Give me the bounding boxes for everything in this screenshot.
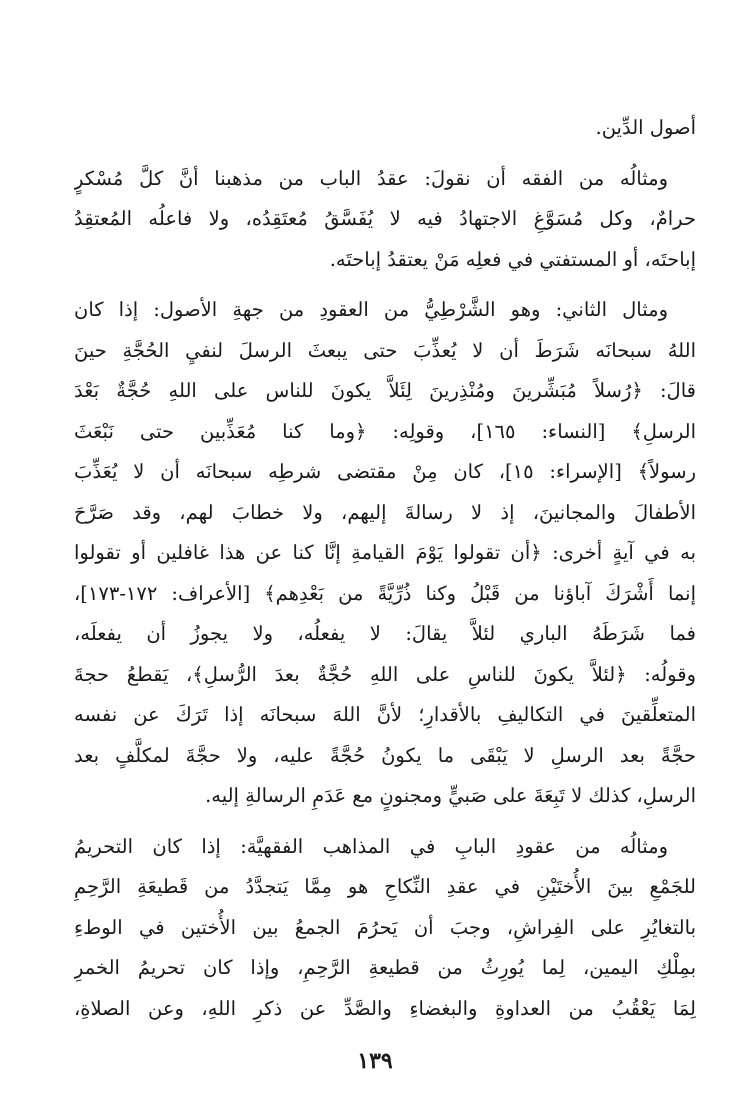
paragraph: [74, 159, 696, 281]
page-body: [74, 108, 696, 1029]
text-line: به في آيةٍ أخرى: ﴿أن تقولوا يَوْمَ القيامةِ إنَّا كنا عن هذا غافلين أو تقولوا: [74, 541, 696, 564]
paragraph: [74, 827, 696, 1030]
text-line: أصول الدِّين.: [595, 116, 696, 139]
text-line: ومثالُه من الفقه أن نقولَ: عقدُ الباب من مذهبنا أنَّ كلَّ مُسْكرٍ: [74, 166, 668, 190]
text-line: المتعلِّقينَ في التكاليفِ بالأقدارِ؛ لأنَّ اللهَ سبحانَه إذا تَرَكَ عن نفسه: [74, 703, 696, 726]
text-line: الرسلِ، كذلك لا تَبِعَةَ على صَبيٍّ ومجنونٍ مع عَدَمِ الرسالةِ إليه.: [205, 784, 696, 807]
text-line: إباحتَه، أو المستفتي في فعلِه مَنْ يعتقدُ إباحتَه.: [329, 247, 696, 271]
text-line: لِمَا يَعْقُبُ من العداوةِ والبغضاءِ والصَّدِّ عن ذكرِ اللهِ، وعن الصلاةِ،: [74, 996, 696, 1020]
text-line: ومثال الثاني: وهو الشَّرْطِيُّ من العقودِ من جهةِ الأصول: إذا كان: [74, 298, 668, 321]
text-line: بالتغايُرِ على الفِراشِ، وجبَ أن يَحرُمَ الجمعُ بين الأُختين في الوطءِ: [74, 915, 696, 939]
paragraph: [74, 108, 696, 149]
text-line: اللهُ سبحانَه شَرَطَ أن لا يُعذِّبَ حتى يبعثَ الرسلَ لنفيِ الحُجَّةِ حينَ: [74, 338, 696, 362]
text-line: ومثالُه من عقودِ البابِ في المذاهب الفقهيَّة: إذا كان التحريمُ: [74, 834, 668, 858]
text-line: بمِلْكِ اليمين، لِما يُورِثُ من قطيعةِ الرَّحِمِ، وإذا كان تحريمُ الخمرِ: [74, 956, 696, 979]
text-line: إنما أَشْرَكَ آباؤنا من قَبْلُ وكنا ذُرِّيَّةً من بَعْدِهم﴾ [الأعراف: ١٧٢-١٧٣]،: [74, 581, 696, 605]
text-line: الأطفالَ والمجانينَ، إذ لا رسالةَ إليهم، ولا خطابَ لهم، وقد صَرَّحَ: [74, 500, 696, 524]
text-line: للجَمْعِ بينَ الأُختَيْنِ في عقدِ النِّكاحِ هو مِمَّا يَتجدَّدُ من قَطيعَةِ الرَّحِمِ: [74, 875, 696, 898]
text-line: قالَ: ﴿رُسلاً مُبَشِّرينَ ومُنْذِرينَ لِئَلاَّ يكونَ للناس على اللهِ حُجَّةٌ بَعْدَ: [74, 379, 696, 402]
page-number: ١٣٩: [357, 1048, 393, 1074]
text-line: فما شَرَطَهُ الباري لئلاَّ يقالَ: لا يفعلُه، ولا يجوزُ أن يفعلَه،: [74, 622, 696, 645]
text-line: حجَّةً بعد الرسلِ لا يَبْقَى ما يكونُ حُجَّةً عليه، ولا حجَّةَ لمكلَّفٍ بعد: [74, 743, 696, 767]
text-line: رسولاً﴾ [الإسراء: ١٥]، كان مِنْ مقتضى شرطِه سبحانَه أن لا يُعَذِّبَ: [74, 460, 696, 483]
text-line: الرسلِ﴾ [النساء: ١٦٥]، وقولِه: ﴿وما كنا مُعَذِّبين حتى نَبْعَثَ: [74, 419, 696, 443]
paragraph: [74, 290, 696, 817]
text-line: وقولُه: ﴿لئلاَّ يكونَ للناسِ على اللهِ حُجَّةٌ بعدَ الرُّسلِ﴾، يَقطعُ حجةَ: [74, 662, 696, 686]
text-line: حرامٌ، وكل مُسَوَّغِ الاجتهادُ فيه لا يُفَسَّقُ مُعتَقِدُه، ولا فاعلُه المُعتقِدُ: [74, 207, 696, 230]
